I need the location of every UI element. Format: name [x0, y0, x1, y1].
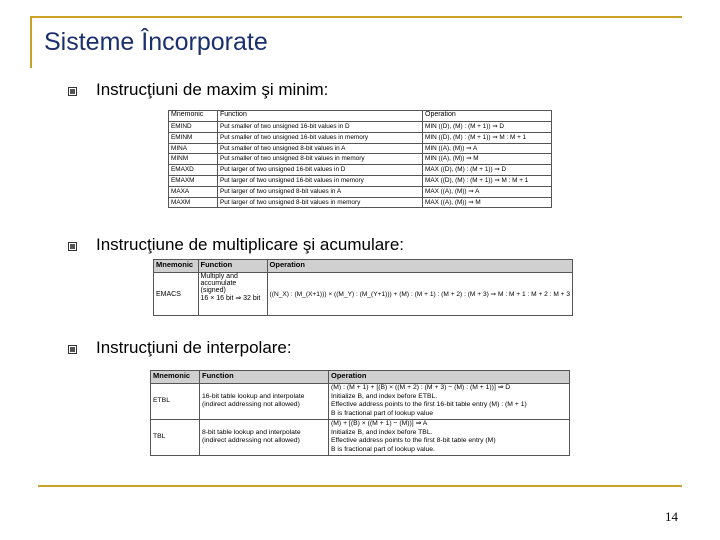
table-cell: Put smaller of two unsigned 8-bit values in A: [218, 143, 423, 154]
operation-line: (M) + [(B) × ((M + 1) − (M))] ⇒ A: [331, 419, 428, 427]
table-header-cell: Mnemonic: [151, 371, 200, 384]
table-header-cell: Operation: [329, 371, 570, 384]
table-cell: Put larger of two unsigned 16-bit values in D: [218, 165, 423, 176]
table-cell: MINM: [169, 154, 218, 165]
table-cell: Put smaller of two unsigned 16-bit values in memory: [218, 132, 423, 143]
table-cell: EMINM: [169, 132, 218, 143]
table-cell: EMIND: [169, 122, 218, 133]
table-header-cell: Operation: [267, 260, 572, 273]
function-line: accumulate: [200, 280, 237, 287]
table-cell: [329, 419, 570, 455]
table-header-row: [151, 371, 570, 384]
table-cell: EMACS: [154, 273, 199, 316]
table-cell: MIN ((D), (M) : (M + 1)) ⇒ D: [423, 122, 552, 133]
table-cell: EMAXM: [169, 175, 218, 186]
function-line: 16-bit table lookup and interpolate: [202, 392, 305, 400]
table-cell: MAX ((A), (M)) ⇒ M: [423, 197, 552, 208]
section-heading-mac: Instrucţiune de multiplicare şi acumulare:: [96, 235, 405, 254]
table-header-cell: Function: [218, 111, 423, 122]
function-line: 16 × 16 bit ⇒ 32 bit: [200, 295, 261, 302]
table-cell: [198, 273, 267, 316]
table-cell: [200, 384, 329, 420]
top-rule: [30, 16, 682, 18]
table-cell: TBL: [151, 419, 200, 455]
table-row: [169, 186, 552, 197]
table-cell: MIN ((A), (M)) ⇒ A: [423, 143, 552, 154]
operation-line: B is fractional part of lookup value.: [331, 445, 435, 453]
table-cell: Put larger of two unsigned 8-bit values in A: [218, 186, 423, 197]
table-row: [169, 143, 552, 154]
table-row: [169, 165, 552, 176]
table-cell: MAXM: [169, 197, 218, 208]
bullet-icon: [68, 87, 77, 96]
table-cell: ((N_X) : (M_(X+1))) × ((M_Y) : (M_(Y+1))) + (M) : (M + 1) : (M + 2) : (M + 3) ⇒ M : M + 1 : M + 2 : M + 3: [267, 273, 572, 316]
table-header-cell: Mnemonic: [169, 111, 218, 122]
table-header-row: [169, 111, 552, 122]
function-line: 8-bit table lookup and interpolate: [202, 428, 301, 436]
function-line: (indirect addressing not allowed): [202, 437, 300, 445]
table-header-cell: Operation: [423, 111, 552, 122]
table-header-cell: Mnemonic: [154, 260, 199, 273]
mac-table: [153, 259, 573, 316]
section-heading-minmax: Instrucţiuni de maxim şi minim:: [96, 80, 329, 99]
table-row: [151, 384, 570, 420]
table-cell: [329, 384, 570, 420]
table-row: [169, 122, 552, 133]
slide-title: Sisteme Încorporate: [44, 28, 268, 56]
table-cell: MAX ((D), (M) : (M + 1)) ⇒ D: [423, 165, 552, 176]
bullet-icon: [68, 345, 77, 354]
function-line: (indirect addressing not allowed): [202, 401, 300, 409]
table-cell: MIN ((D), (M) : (M + 1)) ⇒ M : M + 1: [423, 132, 552, 143]
table-cell: MINA: [169, 143, 218, 154]
operation-line: B is fractional part of lookup value: [331, 410, 434, 418]
table-row: [169, 197, 552, 208]
table-row: [154, 273, 573, 316]
table-cell: MIN ((A), (M)) ⇒ M: [423, 154, 552, 165]
table-cell: MAXA: [169, 186, 218, 197]
bullet-icon: [68, 242, 77, 251]
table-row: [169, 154, 552, 165]
table-cell: MAX ((D), (M) : (M + 1)) ⇒ M : M + 1: [423, 175, 552, 186]
table-row: [151, 419, 570, 455]
operation-line: Initialize B, and index before TBL.: [331, 428, 433, 436]
operation-line: (M) : (M + 1) + [(B) × ((M + 2) : (M + 3) − (M) : (M + 1))] ⇒ D: [331, 384, 511, 391]
table-cell: EMAXD: [169, 165, 218, 176]
function-line: Multiply and: [200, 273, 238, 280]
table-cell: ETBL: [151, 384, 200, 420]
left-rule: [30, 16, 32, 68]
function-line: (signed): [200, 287, 226, 294]
table-row: [169, 132, 552, 143]
table-cell: Put smaller of two unsigned 8-bit values in memory: [218, 154, 423, 165]
section-heading-interp: Instrucţiuni de interpolare:: [96, 338, 292, 357]
table-header-cell: Function: [200, 371, 329, 384]
table-cell: Put larger of two unsigned 16-bit values in memory: [218, 175, 423, 186]
table-cell: MAX ((A), (M)) ⇒ A: [423, 186, 552, 197]
table-header-row: [154, 260, 573, 273]
minmax-table: [168, 110, 552, 208]
table-header-cell: Function: [198, 260, 267, 273]
operation-line: Effective address points to the first 16-bit table entry (M) : (M + 1): [331, 401, 527, 409]
operation-line: Effective address points to the first 8-bit table entry (M): [331, 437, 496, 445]
page-number: 14: [665, 509, 678, 524]
operation-line: Initialize B, and index before ETBL.: [331, 392, 438, 400]
table-cell: [200, 419, 329, 455]
table-cell: Put smaller of two unsigned 16-bit values in D: [218, 122, 423, 133]
table-cell: Put larger of two unsigned 8-bit values in memory: [218, 197, 423, 208]
table-row: [169, 175, 552, 186]
interpolation-table: [150, 370, 570, 456]
bottom-rule: [38, 485, 682, 487]
